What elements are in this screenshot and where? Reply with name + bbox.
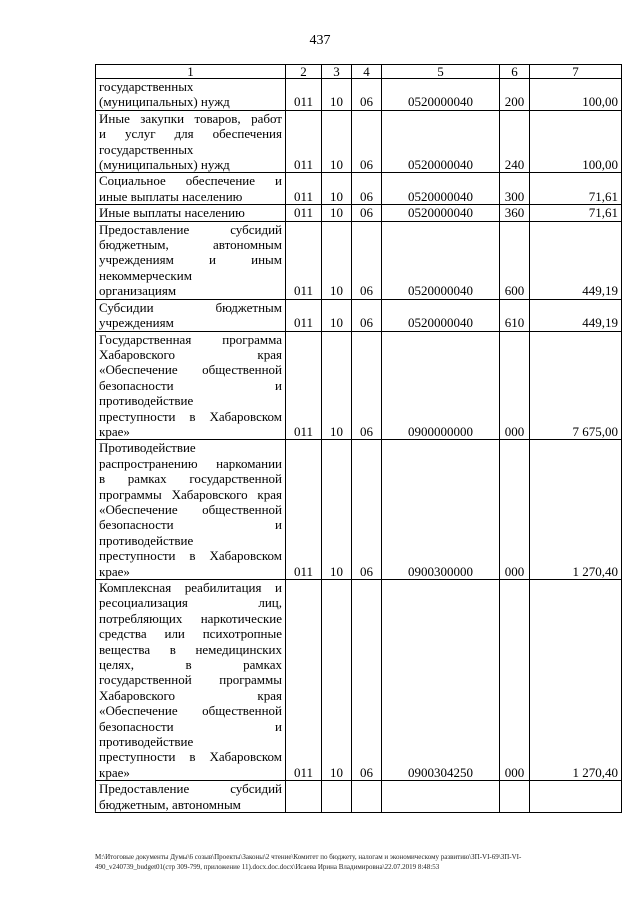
row-name-line: средства или психотропные — [99, 626, 282, 642]
row-name-line: противодействие — [99, 734, 194, 750]
row-name-line: Государственная программа — [99, 331, 282, 347]
row-name-line: учреждениям и иным — [99, 252, 282, 268]
row-name-line: в рамках государственной — [99, 471, 282, 487]
row-name-line: государственных — [99, 79, 194, 94]
budget-table — [95, 64, 622, 813]
subsection-code-cell: 06 — [352, 221, 382, 299]
row-name-line: государственной программы — [99, 672, 282, 688]
row-name-line: программы Хабаровского края — [99, 486, 282, 502]
row-name-line: противодействие — [99, 532, 194, 548]
row-name-line: безопасности и — [99, 718, 282, 734]
ministry-code-cell: 011 — [286, 331, 322, 440]
subsection-code-cell: 06 — [352, 331, 382, 440]
row-name-line: Субсидии бюджетным — [99, 299, 282, 315]
row-name-line: «Обеспечение общественной — [99, 362, 282, 378]
row-name-line: целях, в рамках — [99, 657, 282, 673]
target-article-cell: 0520000040 — [382, 79, 500, 111]
section-code-cell: 10 — [322, 221, 352, 299]
expense-type-cell: 000 — [500, 331, 530, 440]
ministry-code-cell: 011 — [286, 299, 322, 331]
table-header-row — [96, 65, 622, 79]
amount-cell: 71,61 — [530, 173, 622, 205]
header-col-3: 3 — [322, 65, 352, 79]
section-code-cell: 10 — [322, 440, 352, 580]
table-row — [96, 110, 622, 173]
table-row — [96, 580, 622, 781]
amount-cell: 449,19 — [530, 299, 622, 331]
target-article-cell: 0900000000 — [382, 331, 500, 440]
header-col-1: 1 — [96, 65, 286, 79]
row-name-line: противодействие — [99, 393, 194, 409]
row-name-line: (муниципальных) нужд — [99, 94, 230, 110]
section-code-cell: 10 — [322, 580, 352, 781]
row-name-cell — [96, 110, 286, 173]
subsection-code-cell: 06 — [352, 173, 382, 205]
row-name-cell — [96, 173, 286, 205]
target-article-cell: 0520000040 — [382, 110, 500, 173]
table-row — [96, 205, 622, 221]
amount-cell — [530, 781, 622, 813]
target-article-cell: 0520000040 — [382, 221, 500, 299]
row-name-line: крае» — [99, 423, 130, 439]
expense-type-cell: 610 — [500, 299, 530, 331]
expense-type-cell — [500, 781, 530, 813]
row-name-cell — [96, 205, 286, 221]
row-name-cell — [96, 331, 286, 440]
row-name-cell — [96, 580, 286, 781]
subsection-code-cell: 06 — [352, 580, 382, 781]
expense-type-cell: 000 — [500, 440, 530, 580]
header-col-6: 6 — [500, 65, 530, 79]
subsection-code-cell: 06 — [352, 205, 382, 221]
row-name-line: преступности в Хабаровском — [99, 749, 282, 765]
target-article-cell: 0900300000 — [382, 440, 500, 580]
amount-cell: 100,00 — [530, 79, 622, 111]
row-name-line: Хабаровского края — [99, 687, 282, 703]
section-code-cell: 10 — [322, 110, 352, 173]
target-article-cell: 0520000040 — [382, 299, 500, 331]
row-name-line: вещества в немедицинских — [99, 641, 282, 657]
section-code-cell: 10 — [322, 331, 352, 440]
footer-line-2: 490_v240739_budget01(стр 309-799, приложение 11).docx.doc.docx\Исаева Ирина Владимировна\22.07.2019 8:48:53 — [95, 863, 440, 871]
row-name-line: Предоставление субсидий — [99, 781, 282, 797]
expense-type-cell: 300 — [500, 173, 530, 205]
row-name-line: Хабаровского края — [99, 346, 282, 362]
subsection-code-cell: 06 — [352, 79, 382, 111]
ministry-code-cell: 011 — [286, 440, 322, 580]
subsection-code-cell — [352, 781, 382, 813]
file-path-footer — [95, 852, 625, 872]
expense-type-cell: 360 — [500, 205, 530, 221]
row-name-line: крае» — [99, 764, 130, 780]
row-name-line: бюджетным, автономным — [99, 796, 241, 812]
table-row — [96, 331, 622, 440]
row-name-line: некоммерческим — [99, 267, 192, 283]
row-name-line: безопасности и — [99, 517, 282, 533]
ministry-code-cell: 011 — [286, 580, 322, 781]
row-name-line: иные выплаты населению — [99, 188, 243, 204]
target-article-cell — [382, 781, 500, 813]
amount-cell: 71,61 — [530, 205, 622, 221]
row-name-cell — [96, 221, 286, 299]
table-row — [96, 781, 622, 813]
ministry-code-cell: 011 — [286, 205, 322, 221]
subsection-code-cell: 06 — [352, 440, 382, 580]
row-name-line: Иные закупки товаров, работ — [99, 110, 282, 126]
section-code-cell: 10 — [322, 79, 352, 111]
row-name-cell — [96, 299, 286, 331]
target-article-cell: 0520000040 — [382, 205, 500, 221]
row-name-line: преступности в Хабаровском — [99, 408, 282, 424]
subsection-code-cell: 06 — [352, 110, 382, 173]
target-article-cell: 0900304250 — [382, 580, 500, 781]
row-name-line: и услуг для обеспечения — [99, 126, 282, 142]
table-row — [96, 79, 622, 111]
section-code-cell: 10 — [322, 299, 352, 331]
header-col-5: 5 — [382, 65, 500, 79]
amount-cell: 100,00 — [530, 110, 622, 173]
row-name-line: ресоциализация лиц, — [99, 595, 282, 611]
ministry-code-cell: 011 — [286, 79, 322, 111]
row-name-line: крае» — [99, 563, 130, 579]
section-code-cell — [322, 781, 352, 813]
page-number: 437 — [309, 33, 331, 48]
subsection-code-cell: 06 — [352, 299, 382, 331]
amount-cell: 7 675,00 — [530, 331, 622, 440]
footer-line-1: M:\Итоговые документы Думы\6 созыв\Проекты\Законы\2 чтение\Комитет по бюджету, налогам и экономическому развитию\ЗП-VI-69\ЗП-VI- — [95, 853, 522, 861]
row-name-line: Противодействие — [99, 440, 196, 456]
header-col-4: 4 — [352, 65, 382, 79]
section-code-cell: 10 — [322, 173, 352, 205]
table-row — [96, 299, 622, 331]
row-name-line: бюджетным, автономным — [99, 237, 282, 253]
row-name-cell — [96, 781, 286, 813]
header-col-2: 2 — [286, 65, 322, 79]
row-name-line: Предоставление субсидий — [99, 221, 282, 237]
row-name-line: потребляющих наркотические — [99, 610, 282, 626]
section-code-cell: 10 — [322, 205, 352, 221]
row-name-line: распространению наркомании — [99, 455, 282, 471]
amount-cell: 449,19 — [530, 221, 622, 299]
table-row — [96, 173, 622, 205]
row-name-cell — [96, 440, 286, 580]
ministry-code-cell: 011 — [286, 221, 322, 299]
target-article-cell: 0520000040 — [382, 173, 500, 205]
amount-cell: 1 270,40 — [530, 580, 622, 781]
row-name-line: Комплексная реабилитация и — [99, 580, 282, 595]
row-name-line: преступности в Хабаровском — [99, 548, 282, 564]
header-col-7: 7 — [530, 65, 622, 79]
ministry-code-cell: 011 — [286, 173, 322, 205]
row-name-line: (муниципальных) нужд — [99, 157, 230, 173]
row-name-line: организациям — [99, 283, 177, 299]
expense-type-cell: 000 — [500, 580, 530, 781]
table-row — [96, 221, 622, 299]
row-name-line: Социальное обеспечение и — [99, 173, 282, 189]
ministry-code-cell — [286, 781, 322, 813]
row-name-line: государственных — [99, 141, 194, 157]
row-name-line: «Обеспечение общественной — [99, 703, 282, 719]
expense-type-cell: 240 — [500, 110, 530, 173]
row-name-line: «Обеспечение общественной — [99, 501, 282, 517]
row-name-line: безопасности и — [99, 377, 282, 393]
row-name-cell — [96, 79, 286, 111]
table-row — [96, 440, 622, 580]
expense-type-cell: 600 — [500, 221, 530, 299]
expense-type-cell: 200 — [500, 79, 530, 111]
amount-cell: 1 270,40 — [530, 440, 622, 580]
row-name-line: Иные выплаты населению — [99, 205, 245, 221]
row-name-line: учреждениям — [99, 315, 174, 331]
ministry-code-cell: 011 — [286, 110, 322, 173]
